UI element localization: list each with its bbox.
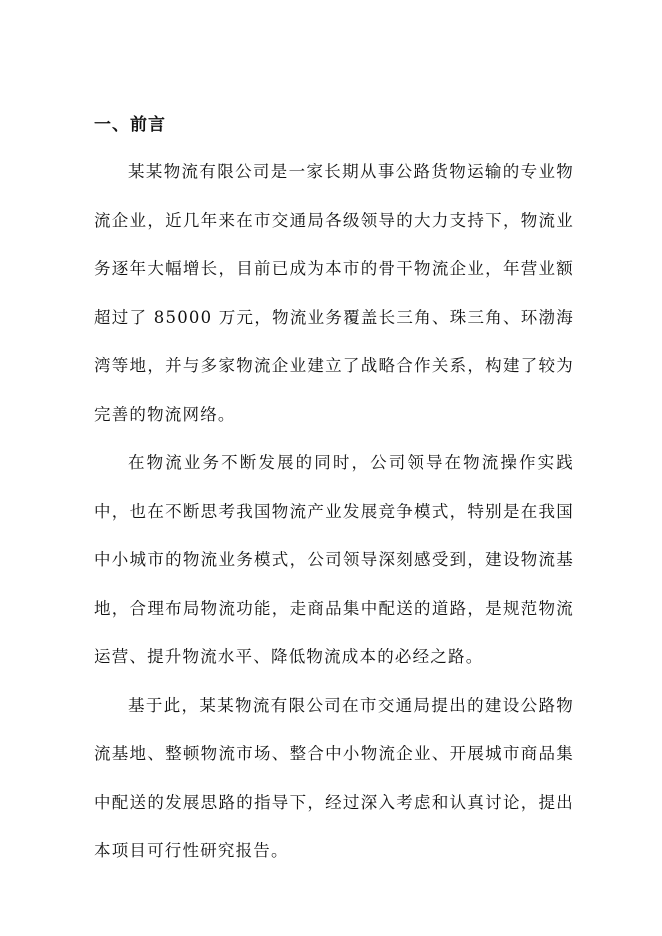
paragraph-2: 在物流业务不断发展的同时，公司领导在物流操作实践中，也在不断思考我国物流产业发展竞争模式，特别是在我国中小城市的物流业务模式，公司领导深刻感受到，建设物流基地，合理布局物流功能，走商品集中配送的道路，是规范物流运营、提升物流水平、降低物流成本的必经之路。 (94, 453, 574, 666)
paragraph-3: 基于此，某某物流有限公司在市交通局提出的建设公路物流基地、整顿物流市场、整合中小物流企业、开展城市商品集中配送的发展思路的指导下，经过深入考虑和认真讨论，提出本项目可行性研究报告。 (94, 695, 574, 860)
paragraph-1: 某某物流有限公司是一家长期从事公路货物运输的专业物流企业，近几年来在市交通局各级领导的大力支持下，物流业务逐年大幅增长，目前已成为本市的骨干物流企业，年营业额超过了 85000 万元，物流业务覆盖长三角、珠三角、环渤海湾等地，并与多家物流企业建立了战略合作关系，构建了较为完善的物流网络。 (94, 162, 574, 424)
document-body (94, 108, 574, 876)
section-heading: 一、前言 (94, 115, 166, 135)
